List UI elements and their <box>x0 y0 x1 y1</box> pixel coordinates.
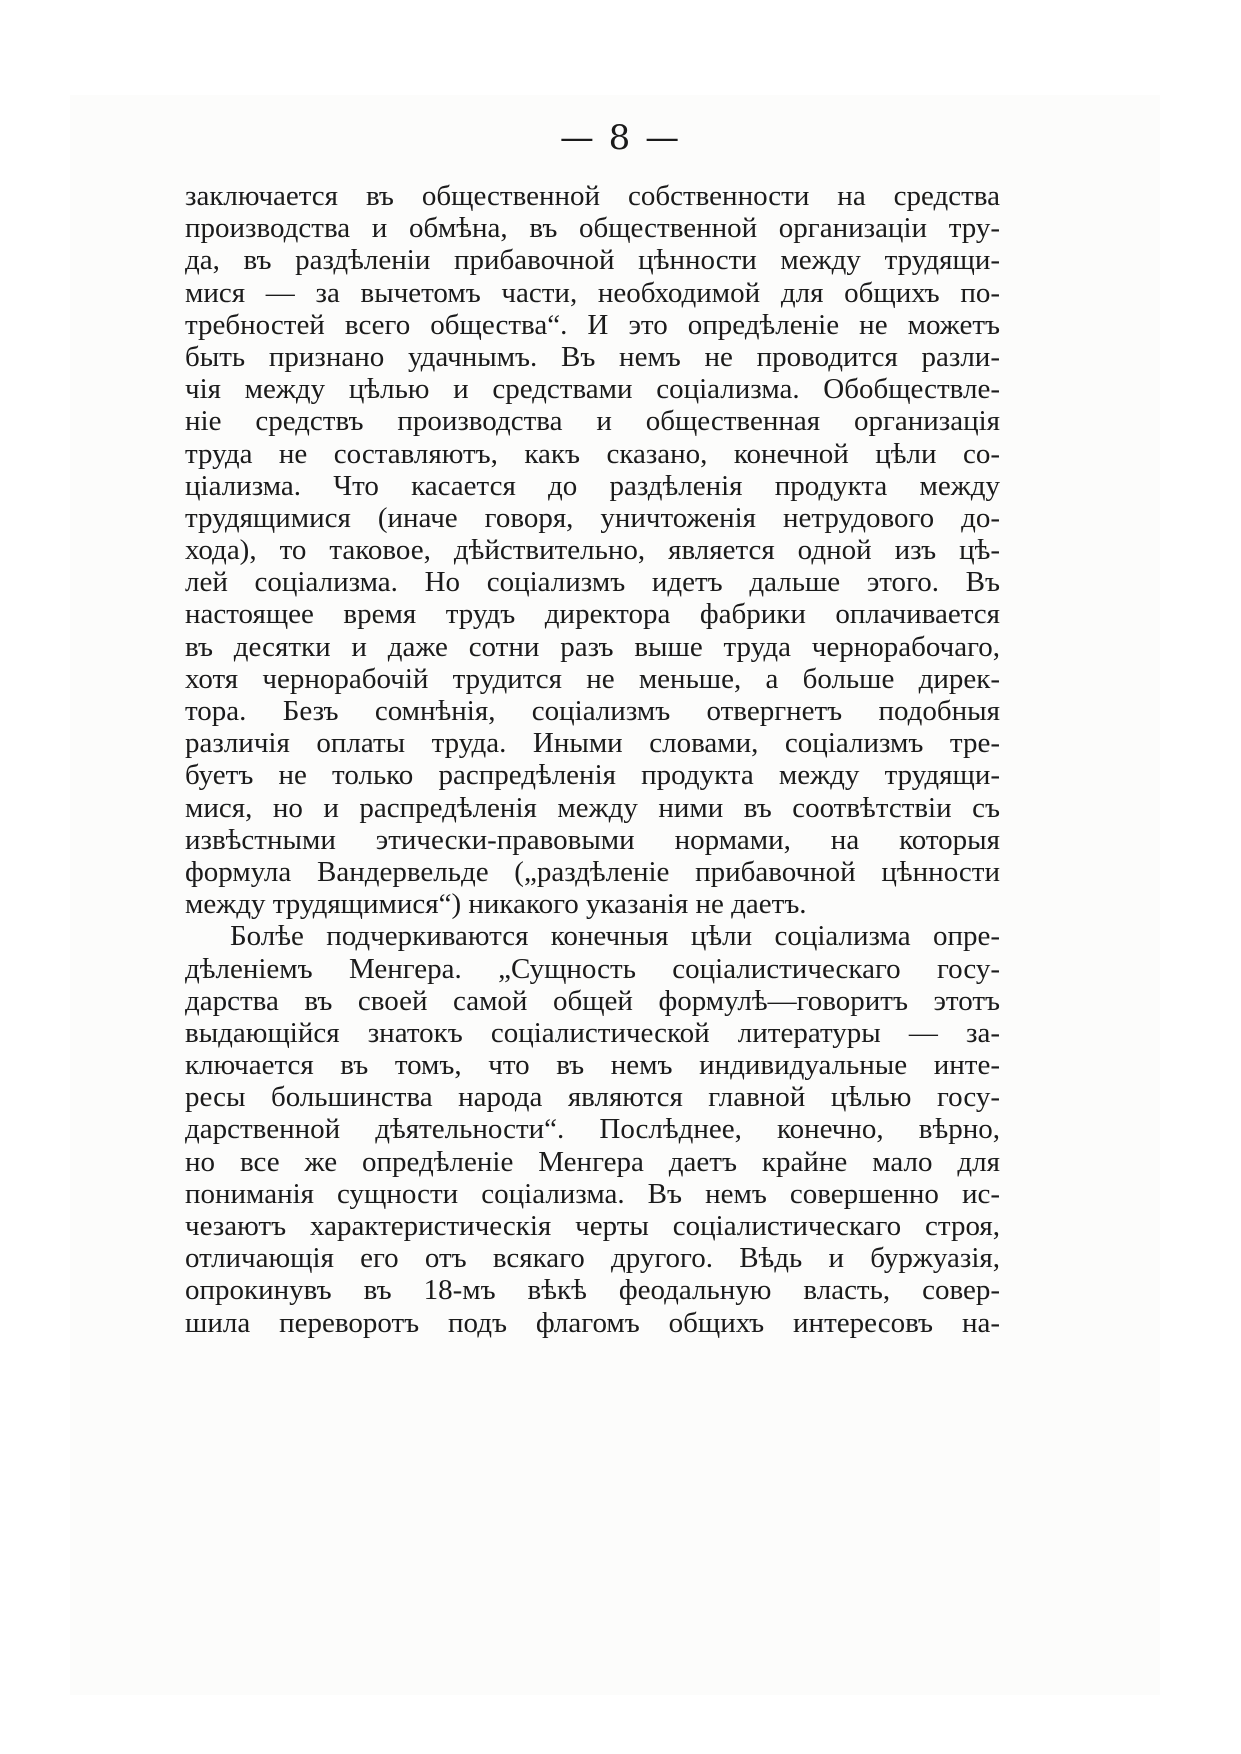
text-line: но все же опредѣленіе Менгера даетъ крайне мало для <box>185 1145 1000 1178</box>
text-line: хода), то таковое, дѣйствительно, является одной изъ цѣ- <box>185 534 1000 567</box>
text-line: ресы большинства народа являются главной цѣлью госу- <box>185 1081 1000 1114</box>
body-text <box>185 180 1000 1339</box>
text-line: извѣстными этически-правовыми нормами, на которыя <box>185 823 1000 856</box>
text-line: пониманія сущности соціализма. Въ немъ совершенно ис- <box>185 1177 1000 1210</box>
text-line: чезаютъ характеристическія черты соціалистическаго строя, <box>185 1210 1000 1242</box>
text-line: между трудящимися“) никакого указанія не даетъ. <box>185 888 807 921</box>
text-line: шила переворотъ подъ флагомъ общихъ интересовъ на- <box>185 1306 1000 1339</box>
text-line: ніе средствъ производства и общественная организація <box>185 405 1000 438</box>
text-line: различія оплаты труда. Иными словами, соціализмъ тре- <box>185 727 1000 760</box>
text-line: тора. Безъ сомнѣнія, соціализмъ отвергнетъ подобныя <box>185 695 1000 727</box>
text-line: дарственной дѣятельности“. Послѣднее, конечно, вѣрно, <box>185 1113 1000 1146</box>
paragraph-2 <box>185 920 1000 1338</box>
text-line: мися, но и распредѣленія между ними въ соотвѣтствіи съ <box>185 791 1000 824</box>
text-line: заключается въ общественной собственности на средства <box>185 180 1000 212</box>
text-line: выдающійся знатокъ соціалистической литературы — за- <box>185 1016 1000 1049</box>
text-line: формула Вандервельде („раздѣленіе прибавочной цѣнности <box>185 855 1000 888</box>
text-line: чія между цѣлью и средствами соціализма. Обобществле- <box>185 373 1000 406</box>
text-line: мися — за вычетомъ части, необходимой для общихъ по- <box>185 276 1000 309</box>
text-line: дѣленіемъ Менгера. „Сущность соціалистическаго госу- <box>185 952 1000 985</box>
text-line: производства и обмѣна, въ общественной организаціи тру- <box>185 212 1000 245</box>
text-line: быть признано удачнымъ. Въ немъ не проводится разли- <box>185 340 1000 373</box>
text-line: ціализма. Что касается до раздѣленія продукта между <box>185 469 1000 502</box>
text-line: отличающія его отъ всякаго другого. Вѣдь и буржуазія, <box>185 1242 1000 1275</box>
text-line: трудящимися (иначе говоря, уничтоженія нетрудового до- <box>185 501 1000 534</box>
paragraph-1 <box>185 180 1000 920</box>
text-line: опрокинувъ въ 18-мъ вѣкѣ феодальную власть, совер- <box>185 1274 1000 1307</box>
text-line: настоящее время трудъ директора фабрики оплачивается <box>185 598 1000 631</box>
text-line: дарства въ своей самой общей формулѣ—говоритъ этотъ <box>185 984 1000 1017</box>
text-line: лей соціализма. Но соціализмъ идетъ дальше этого. Въ <box>185 566 1000 599</box>
text-line: требностей всего общества“. И это опредѣленіе не можетъ <box>185 308 1000 341</box>
text-line: буетъ не только распредѣленія продукта между трудящи- <box>185 759 1000 792</box>
text-line: въ десятки и даже сотни разъ выше труда чернорабочаго, <box>185 630 1000 663</box>
text-line: труда не составляютъ, какъ сказано, конечной цѣли со- <box>185 437 1000 470</box>
page-number: — 8 — <box>559 118 682 158</box>
text-line: ключается въ томъ, что въ немъ индивидуальные инте- <box>185 1049 1000 1082</box>
text-line: Болѣе подчеркиваются конечныя цѣли соціализма опре- <box>230 920 1000 953</box>
text-line: хотя чернорабочій трудится не меньше, а больше дирек- <box>185 662 1000 695</box>
text-line: да, въ раздѣленіи прибавочной цѣнности между трудящи- <box>185 244 1000 277</box>
